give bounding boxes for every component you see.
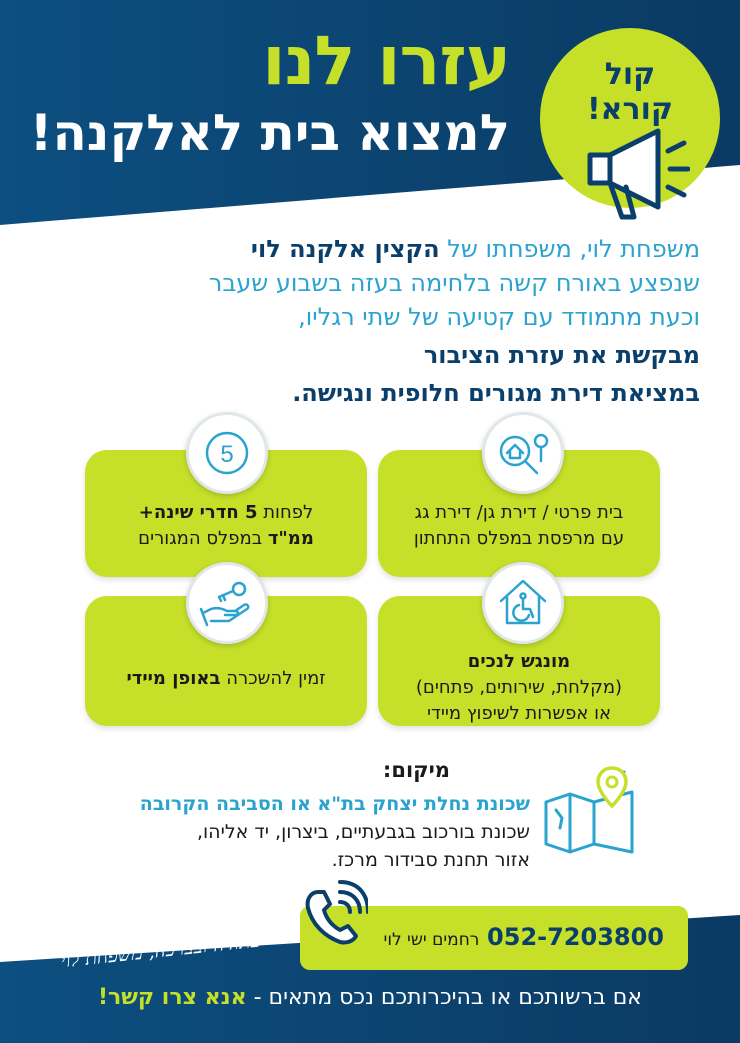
access-title: מונגש לנכים bbox=[467, 651, 571, 672]
accessible-home-icon bbox=[482, 562, 564, 644]
rooms-rest: במפלס המגורים bbox=[138, 528, 268, 549]
intro-paragraph bbox=[60, 232, 700, 410]
badge-line1: קול bbox=[604, 57, 656, 92]
location-line2: שכונת בורכוב בגבעתיים, ביצרון, יד אליהו, bbox=[196, 821, 530, 843]
intro-line3: וכעת מתמודד עם קטיעה של שתי רגליו, bbox=[298, 303, 700, 331]
footer-cta: אנא צרו קשר! bbox=[97, 985, 247, 1010]
hand-key-icon bbox=[186, 562, 268, 644]
number-five-icon bbox=[186, 412, 268, 494]
map-pin-icon bbox=[540, 762, 640, 858]
access-line2: (מקלחת, שירותים, פתחים) bbox=[415, 677, 623, 698]
house-line1: בית פרטי / דירת גן/ דירת גג bbox=[414, 502, 624, 523]
rent-bold: באופן מיידי bbox=[126, 668, 221, 689]
signature: בתודה ובברכה, משפחת לוי bbox=[59, 929, 261, 973]
main-title: עזרו לנו bbox=[262, 22, 510, 101]
rooms-bold: 5 חדרי שינה+ bbox=[138, 502, 258, 523]
access-line3: או אפשרות לשיפוץ מיידי bbox=[426, 703, 612, 724]
intro-highlight: הקצין אלקנה לוי bbox=[250, 235, 440, 263]
rooms-pre: לפחות bbox=[257, 502, 314, 523]
intro-line2: שנפצע באורח קשה בלחימה בעזה בשבוע שעבר bbox=[208, 269, 700, 297]
phone-icon bbox=[302, 878, 368, 948]
house-line2: עם מרפסת במפלס התחתון bbox=[413, 528, 625, 549]
badge-line2: קורא! bbox=[587, 91, 673, 127]
contact-name: רחמים ישי לוי bbox=[383, 930, 480, 950]
intro-strong2: במציאת דירת מגורים חלופית ונגישה. bbox=[292, 379, 700, 407]
footer-text bbox=[0, 985, 740, 1010]
location-title: מיקום: bbox=[382, 758, 450, 782]
location-line1: שכונת נחלת יצחק בת"א או הסביבה הקרובה bbox=[139, 793, 530, 815]
number-five-text: 5 bbox=[220, 441, 234, 468]
megaphone-icon bbox=[580, 125, 690, 225]
location-line3: אזור תחנת סבידור מרכז. bbox=[331, 849, 530, 871]
sub-title: למצוא בית לאלקנה! bbox=[29, 104, 510, 162]
intro-part1: משפחת לוי, משפחתו של bbox=[439, 235, 700, 263]
intro-strong1: מבקשת את עזרת הציבור bbox=[423, 341, 700, 369]
house-search-icon bbox=[482, 412, 564, 494]
rent-pre: זמין להשכרה bbox=[220, 668, 326, 689]
rooms-mamad: ממ"ד bbox=[267, 528, 314, 549]
phone-number[interactable]: 052-7203800 bbox=[487, 923, 664, 951]
footer-pre: אם ברשותכם או בהיכרותכם נכס מתאים - bbox=[246, 985, 643, 1010]
